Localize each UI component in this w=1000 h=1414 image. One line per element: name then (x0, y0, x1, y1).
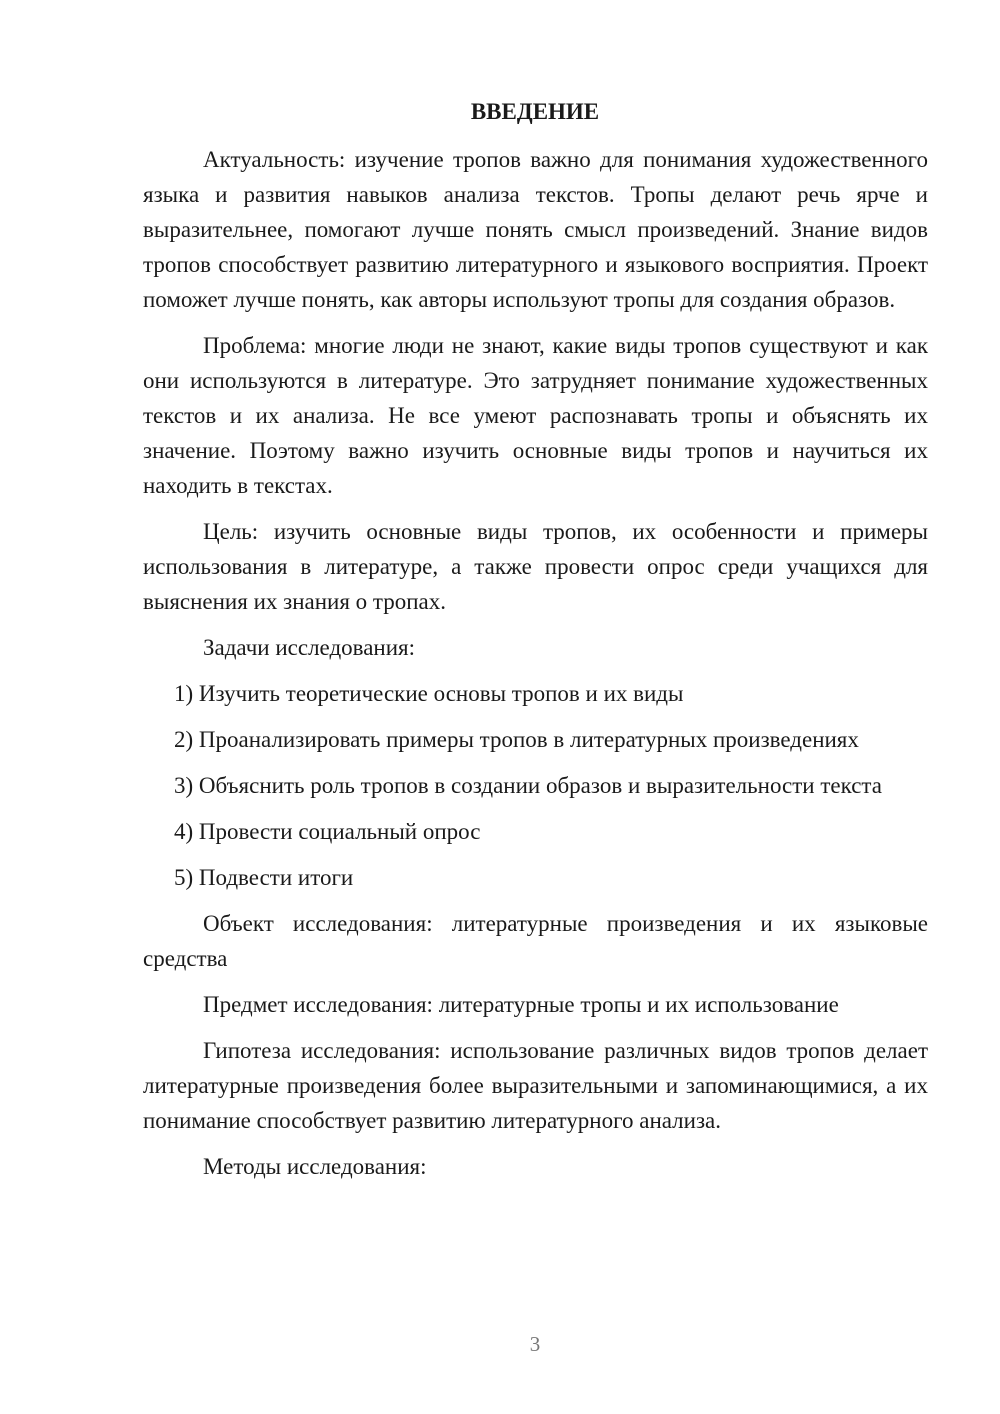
problem-paragraph: Проблема: многие люди не знают, какие виды тропов существуют и как они используются в литературе. Это затрудняет понимание художественных текстов и их анализа. Не все умеют распознавать тропы и объяснять их значение. Поэтому важно изучить основные виды тропов и научиться их находить в текстах. (143, 333, 928, 498)
methods-heading: Методы исследования: (203, 1154, 427, 1179)
list-item: 2) Проанализировать примеры тропов в литературных произведениях (174, 727, 859, 752)
list-item: 3) Объяснить роль тропов в создании образов и выразительности текста (174, 773, 882, 798)
list-item: 1) Изучить теоретические основы тропов и их виды (174, 681, 684, 706)
tasks-heading: Задачи исследования: (203, 635, 416, 660)
page-title: ВВЕДЕНИЕ (470, 99, 600, 124)
relevance-paragraph: Актуальность: изучение тропов важно для понимания художественного языка и развития навыков анализа текстов. Тропы делают речь ярче и выразительнее, помогают лучше понять смысл произведений. Знание видов тропов способствует развитию литературного и языкового восприятия. Проект поможет лучше понять, как авторы используют тропы для создания образов. (143, 147, 928, 312)
hypothesis-paragraph: Гипотеза исследования: использование различных видов тропов делает литературные произведения более выразительными и запоминающимися, а их понимание способствует развитию литературного анализа. (143, 1038, 928, 1133)
page-number: 3 (529, 1332, 541, 1356)
tasks-list (143, 676, 928, 895)
list-item: 4) Провести социальный опрос (174, 819, 481, 844)
document-body (143, 142, 928, 1195)
list-item: 5) Подвести итоги (174, 865, 354, 890)
goal-paragraph: Цель: изучить основные виды тропов, их особенности и примеры использования в литературе, а также провести опрос среди учащихся для выяснения их знания о тропах. (143, 519, 928, 614)
subject-paragraph: Предмет исследования: литературные тропы и их использование (203, 992, 839, 1017)
object-paragraph: Объект исследования: литературные произведения и их языковые средства (143, 911, 928, 971)
